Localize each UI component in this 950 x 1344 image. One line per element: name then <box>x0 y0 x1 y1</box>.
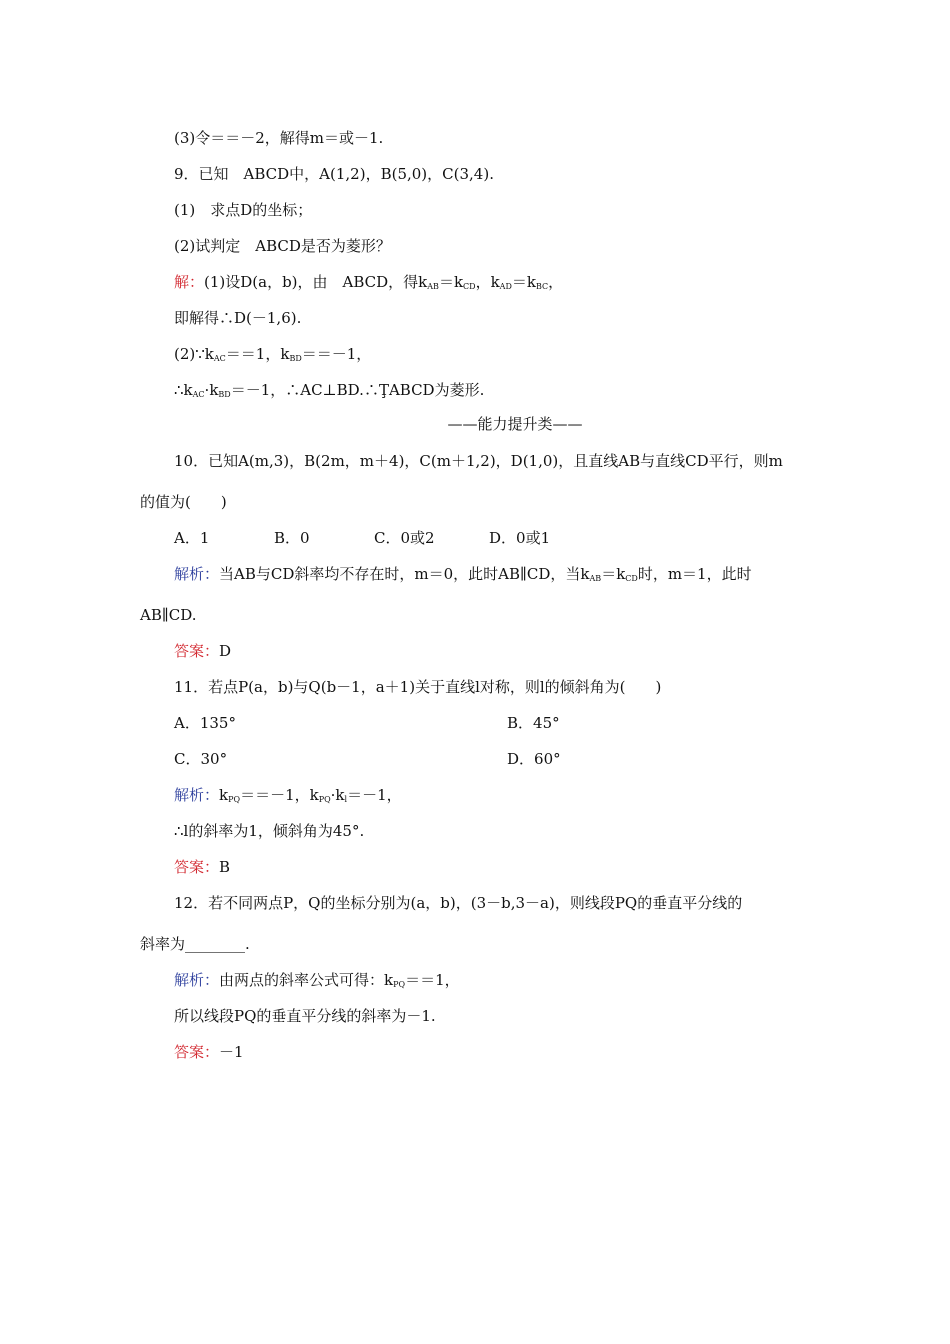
analysis-line: 解析：$k_{PQ}==-1$，$k_{PQ}\cdot k_l=-1$， <box>174 786 402 804</box>
question-9-part-1: (1) 求点D的坐标； <box>174 201 313 219</box>
analysis-label: 解析： <box>174 565 220 583</box>
question-9: 9．已知 ABCD中，A(1,2)，B(5,0)，C(3,4). <box>174 165 494 183</box>
analysis-line: 解析：当AB与CD斜率均不存在时，m＝0，此时AB∥CD，当$k_{AB}=k_{CD}$时，m＝1，此时 <box>174 565 752 583</box>
text-line: ∴l的斜率为1，倾斜角为45°. <box>174 822 365 840</box>
answer-line: 答案：D <box>174 642 232 660</box>
question-10-cont: 的值为( ) <box>140 493 227 511</box>
answer-label: 答案： <box>174 858 220 876</box>
option-b: B．0 <box>274 529 310 547</box>
solution-label: 解： <box>174 273 205 291</box>
option-a: A．1 <box>174 529 210 547</box>
text-line: 所以线段PQ的垂直平分线的斜率为－1. <box>174 1007 436 1025</box>
question-12: 12．若不同两点P，Q的坐标分别为(a，b)，(3－b,3－a)，则线段PQ的垂直平分线的 <box>174 894 743 912</box>
option-d: D．0或1 <box>489 529 551 547</box>
text-line: 即解得∴D(－1,6). <box>174 309 302 327</box>
analysis-line: 解析：由两点的斜率公式可得：$k_{PQ}==1$， <box>174 971 460 989</box>
question-9-part-2: (2)试判定 ABCD是否为菱形？ <box>174 237 391 255</box>
text-line: AB∥CD. <box>140 606 197 624</box>
answer-line: 答案：－1 <box>174 1043 244 1061</box>
option-c: C．0或2 <box>374 529 435 547</box>
text-line: $(2)\because k_{AC}==1$，$k_{BD}==-1$， <box>174 345 372 363</box>
question-12-cont: 斜率为________. <box>140 935 250 953</box>
answer-label: 答案： <box>174 642 220 660</box>
analysis-label: 解析： <box>174 971 220 989</box>
option-a: A．135° <box>174 714 236 732</box>
question-10: 10．已知A(m,3)，B(2m，m＋4)，C(m＋1,2)，D(1,0)，且直线AB与直线CD平行，则m <box>174 452 783 470</box>
solution-line: 解：(1)设D(a，b)，由 ABCD，得$k_{AB}=k_{CD}$，$k_{AD}=k_{BC}$， <box>174 273 564 291</box>
option-b: B．45° <box>507 714 560 732</box>
analysis-label: 解析： <box>174 786 220 804</box>
option-c: C．30° <box>174 750 228 768</box>
answer-label: 答案： <box>174 1043 220 1061</box>
text-line: (3)令＝＝－2，解得m＝或－1. <box>174 129 384 147</box>
question-11: 11．若点P(a，b)与Q(b－1，a＋1)关于直线l对称，则l的倾斜角为( ) <box>174 678 662 696</box>
text-line: $\therefore k_{AC}\cdot k_{BD}=-1$，∴AC⊥BD.∴ŢABCD为菱形. <box>174 381 485 399</box>
answer-line: 答案：B <box>174 858 231 876</box>
section-heading: ——能力提升类—— <box>447 415 583 433</box>
option-d: D．60° <box>507 750 561 768</box>
